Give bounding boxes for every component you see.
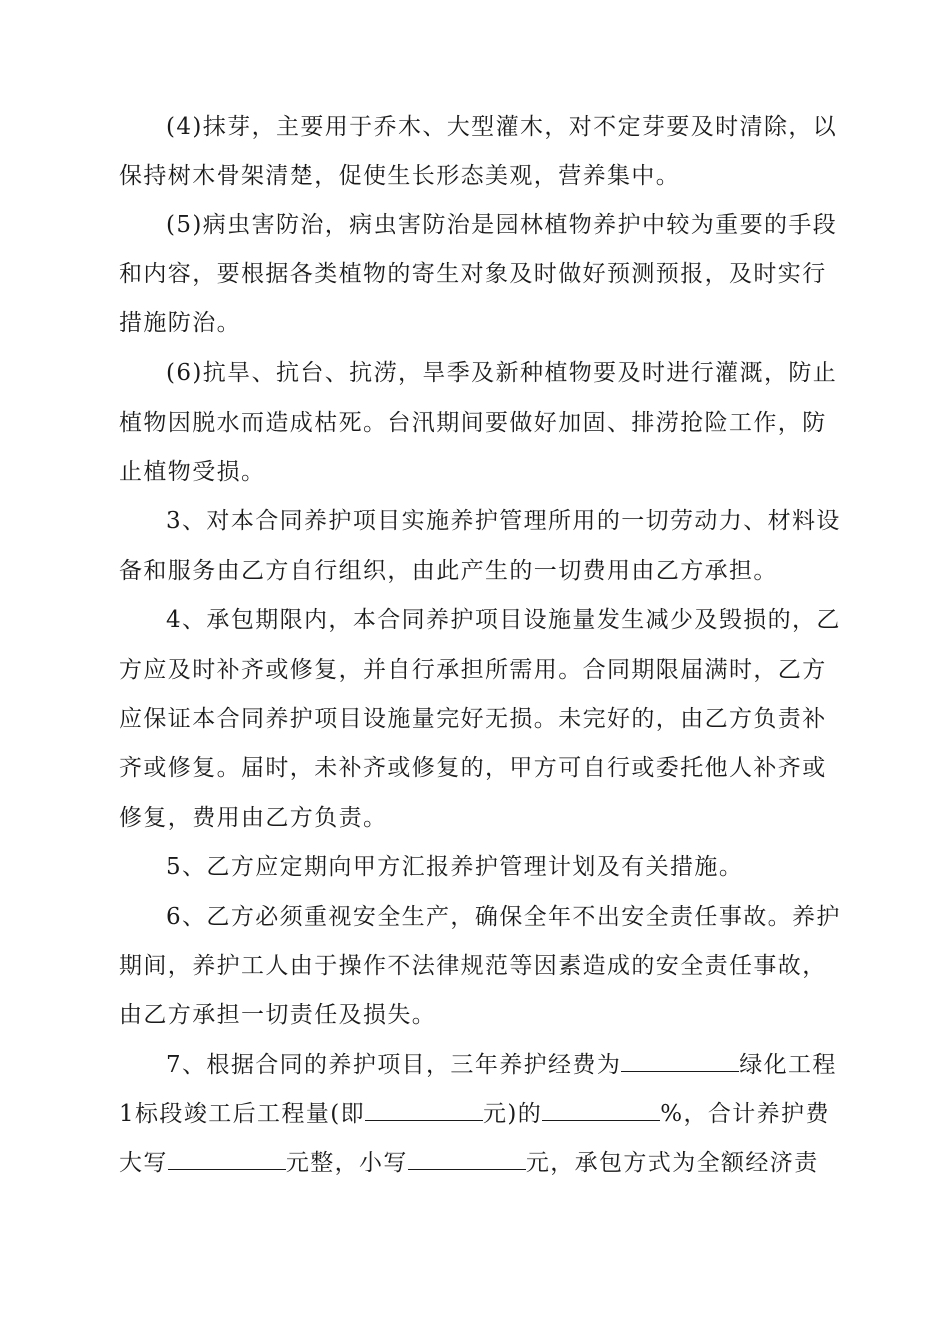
clause-7-line-3 bbox=[119, 1143, 839, 1183]
clause-6-line-1: 6、乙方必须重视安全生产，确保全年不出安全责任事故。养护 bbox=[166, 904, 841, 930]
percent-blank[interactable] bbox=[542, 1094, 660, 1121]
paragraph-5-line-1: (5)病虫害防治，病虫害防治是园林植物养护中较为重要的手段 bbox=[166, 212, 838, 238]
clause-4-line-3: 应保证本合同养护项目设施量完好无损。未完好的，由乙方负责补 bbox=[119, 706, 827, 732]
fee-blank[interactable] bbox=[621, 1045, 739, 1072]
clause-4-line-4: 齐或修复。届时，未补齐或修复的，甲方可自行或委托他人补齐或 bbox=[119, 755, 827, 781]
amount-in-words-blank[interactable] bbox=[168, 1143, 286, 1170]
clause-5-line-1: 5、乙方应定期向甲方汇报养护管理计划及有关措施。 bbox=[166, 854, 744, 880]
clause-7-text: 1标段竣工后工程量(即 bbox=[119, 1101, 366, 1127]
clause-7-text: 绿化工程 bbox=[739, 1052, 837, 1078]
paragraph-5-line-3: 措施防治。 bbox=[119, 310, 241, 336]
clause-7-text: 元，承包方式为全额经济责 bbox=[525, 1150, 819, 1176]
paragraph-6-line-1: (6)抗旱、抗台、抗涝，旱季及新种植物要及时进行灌溉，防止 bbox=[166, 360, 838, 386]
paragraph-4-line-1: (4)抹芽，主要用于乔木、大型灌木，对不定芽要及时清除，以 bbox=[166, 114, 838, 140]
clause-7-line-2 bbox=[119, 1094, 839, 1134]
paragraph-6-line-2: 植物因脱水而造成枯死。台汛期间要做好加固、排涝抢险工作，防 bbox=[119, 410, 827, 436]
clause-4-line-1: 4、承包期限内，本合同养护项目设施量发生减少及毁损的，乙 bbox=[166, 607, 841, 633]
clause-3-line-2: 备和服务由乙方自行组织，由此产生的一切费用由乙方承担。 bbox=[119, 558, 778, 584]
paragraph-6-line-3: 止植物受损。 bbox=[119, 459, 266, 485]
clause-4-line-5: 修复，费用由乙方负责。 bbox=[119, 805, 388, 831]
clause-7-text: 元整，小写 bbox=[285, 1150, 408, 1176]
clause-7-text: %，合计养护费 bbox=[660, 1101, 830, 1127]
quantity-amount-blank[interactable] bbox=[365, 1094, 483, 1121]
clause-6-line-2: 期间，养护工人由于操作不法律规范等因素造成的安全责任事故， bbox=[119, 953, 827, 979]
clause-6-line-3: 由乙方承担一切责任及损失。 bbox=[119, 1002, 437, 1028]
clause-7-text: 大写 bbox=[119, 1150, 168, 1176]
clause-7-text: 元)的 bbox=[483, 1101, 543, 1127]
clause-3-line-1: 3、对本合同养护项目实施养护管理所用的一切劳动力、材料设 bbox=[166, 508, 841, 534]
clause-7-text: 7、根据合同的养护项目，三年养护经费为 bbox=[166, 1052, 622, 1078]
paragraph-4-line-2: 保持树木骨架清楚，促使生长形态美观，营养集中。 bbox=[119, 163, 681, 189]
clause-7-line-1 bbox=[166, 1045, 839, 1085]
clause-4-line-2: 方应及时补齐或修复，并自行承担所需用。合同期限届满时，乙方 bbox=[119, 657, 827, 683]
amount-in-figures-blank[interactable] bbox=[408, 1143, 526, 1170]
paragraph-5-line-2: 和内容，要根据各类植物的寄生对象及时做好预测预报，及时实行 bbox=[119, 261, 827, 287]
